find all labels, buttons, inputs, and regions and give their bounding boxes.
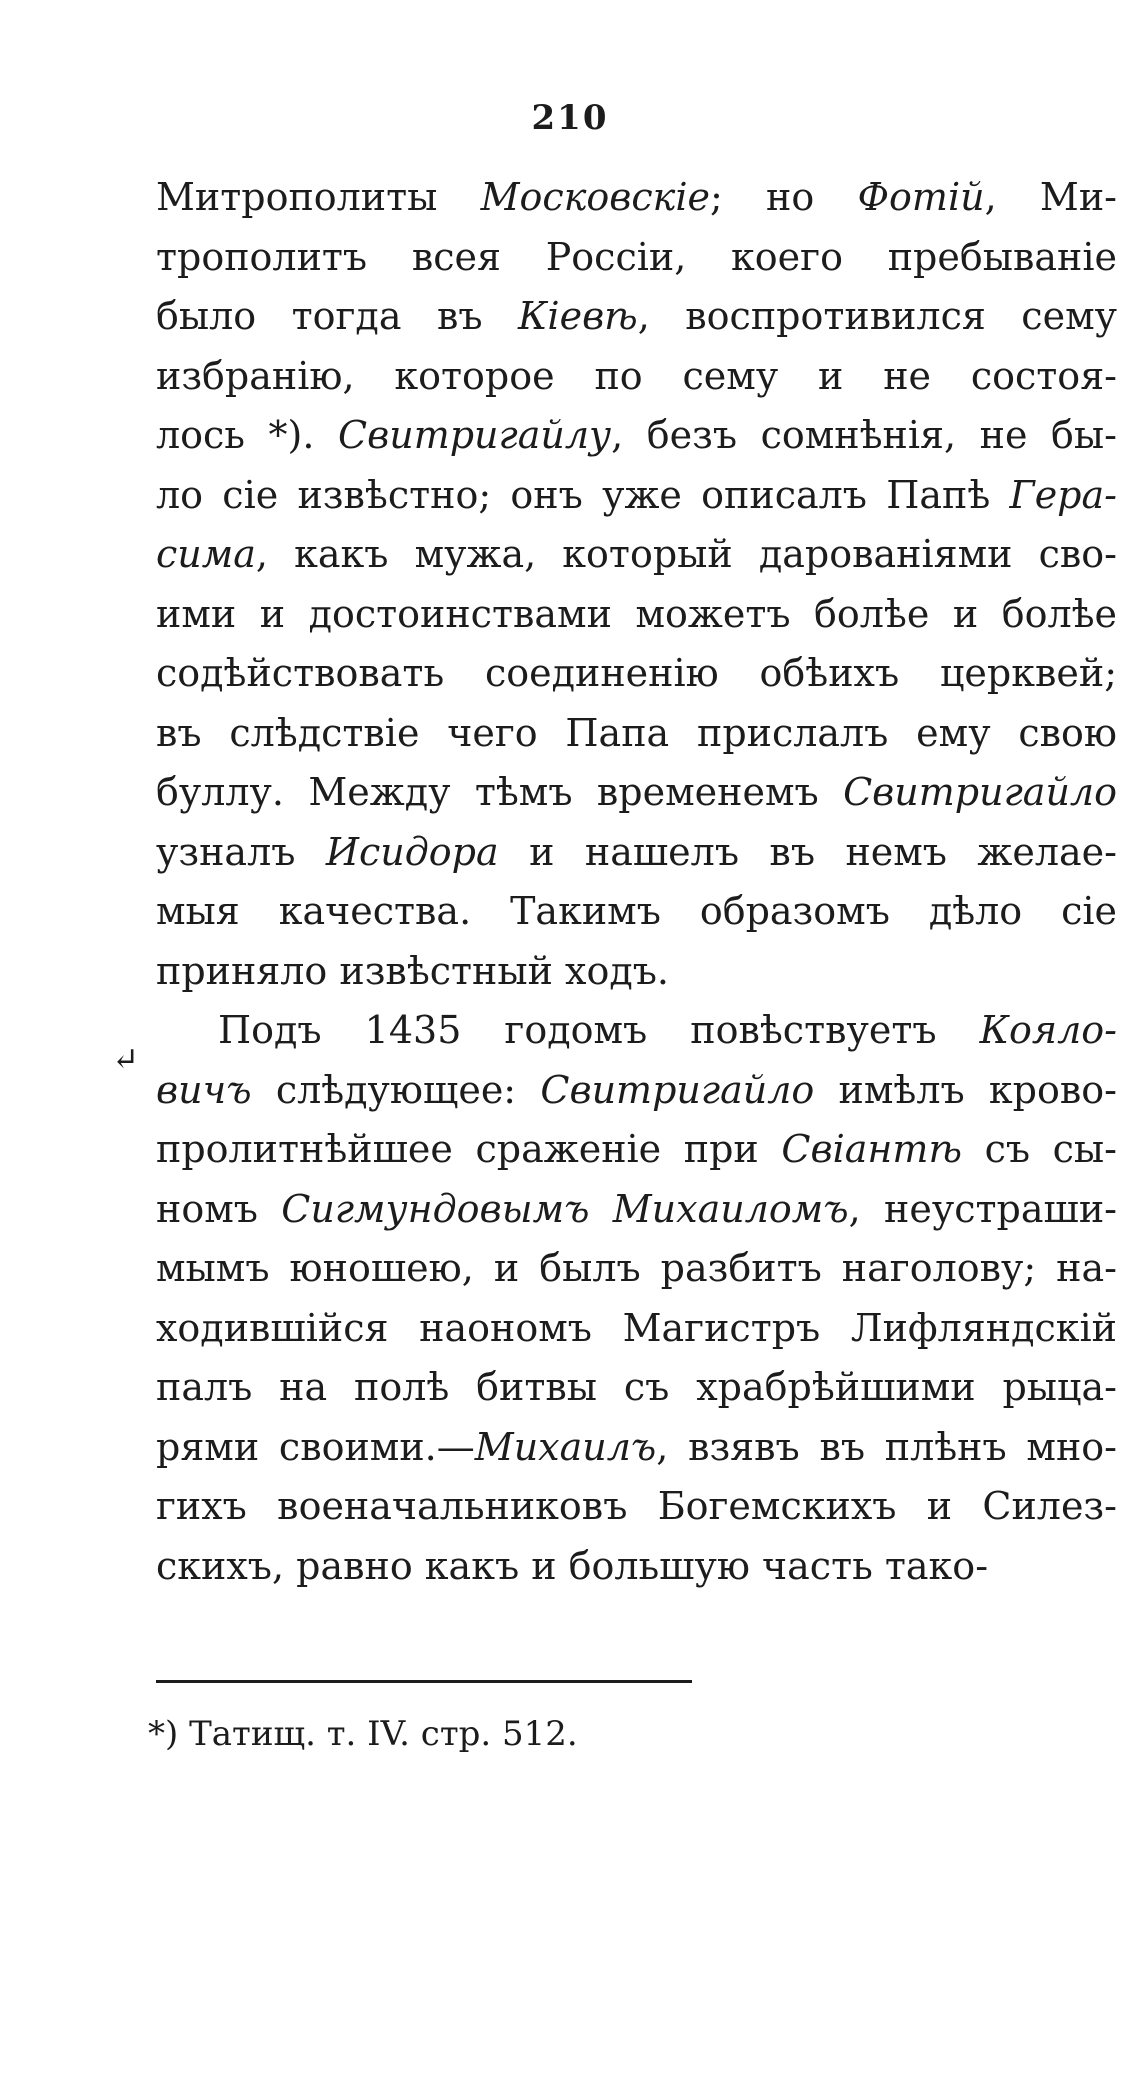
text-segment: мымъ юношею, и былъ разбитъ наголову; на-: [156, 1246, 1117, 1290]
text-line: [156, 1120, 1117, 1180]
text-line: [156, 287, 1117, 347]
text-segment: ло сіе извѣстно; онъ уже описалъ Папѣ: [156, 472, 1010, 517]
text-segment: слѣдующее:: [251, 1067, 541, 1112]
text-segment: ими и достоинствами можетъ болѣе и болѣе: [156, 591, 1117, 636]
text-segment: рями своими.—: [156, 1424, 475, 1469]
text-segment: лось *).: [156, 413, 339, 457]
italic-segment: Михаилъ: [474, 1424, 657, 1469]
text-segment: содѣйствовать соединенію обѣихъ церквей;: [156, 651, 1117, 695]
text-line: [156, 1239, 1117, 1299]
text-line: [156, 1180, 1117, 1240]
text-line: [156, 1477, 1117, 1537]
text-line: [156, 228, 1117, 288]
text-segment: буллу. Между тѣмъ временемъ: [156, 770, 844, 814]
text-line: [156, 585, 1117, 645]
text-line: [156, 763, 1117, 823]
italic-segment: Сигмундовымъ Михаиломъ: [281, 1186, 849, 1231]
text-segment: Подъ 1435 годомъ повѣствуетъ: [218, 1008, 980, 1052]
text-line: [156, 644, 1117, 704]
text-segment: Митрополиты: [156, 175, 481, 219]
text-line: [156, 168, 1117, 228]
text-segment: , взявъ въ плѣнъ мно-: [656, 1424, 1118, 1469]
italic-segment: Свитригайло: [540, 1067, 815, 1112]
text-segment: трополитъ всея Россіи, коего пребываніе: [156, 234, 1117, 279]
page-number: 210: [531, 98, 609, 138]
text-line: [156, 347, 1117, 407]
text-line: [156, 942, 1117, 1002]
italic-segment: Кояло-: [979, 1008, 1117, 1052]
text-segment: узналъ: [156, 829, 326, 874]
italic-segment: Фотій: [857, 175, 985, 219]
text-segment: ; но: [710, 175, 858, 219]
text-segment: пролитнѣйшее сраженіе при: [156, 1127, 782, 1171]
text-segment: , безъ сомнѣнія, не бы-: [611, 413, 1117, 457]
text-line: [156, 466, 1117, 526]
text-segment: въ слѣдствіе чего Папа прислалъ ему свою: [156, 710, 1117, 755]
footnote-rule: [156, 1680, 692, 1683]
text-segment: , неустраши-: [848, 1186, 1117, 1231]
text-line: [156, 1537, 1117, 1597]
text-line: [156, 1299, 1117, 1359]
text-segment: было тогда въ: [156, 294, 519, 338]
text-segment: , воспротивился сему: [637, 294, 1117, 338]
text-segment: приняло извѣстный ходъ.: [156, 948, 669, 993]
text-segment: номъ: [156, 1186, 282, 1231]
text-line: [156, 1358, 1117, 1418]
text-line: [156, 823, 1117, 883]
text-segment: и нашелъ въ немъ желае-: [498, 829, 1117, 874]
text-segment: скихъ, равно какъ и большую часть тако-: [156, 1543, 989, 1588]
body-text: [156, 168, 1117, 1596]
text-segment: , какъ мужа, который дарованіями сво-: [255, 532, 1117, 576]
text-segment: избранію, которое по сему и не состоя-: [156, 353, 1117, 398]
italic-segment: Московскіе: [480, 175, 711, 219]
footnote: *) Татищ. т. IV. стр. 512.: [148, 1714, 578, 1754]
italic-segment: Свіантѣ: [781, 1127, 962, 1171]
text-segment: , Ми-: [984, 175, 1118, 219]
italic-segment: вичъ: [156, 1067, 252, 1112]
text-segment: съ сы-: [961, 1127, 1118, 1171]
text-segment: гихъ военачальниковъ Богемскихъ и Силез-: [156, 1484, 1117, 1528]
text-line: [156, 882, 1117, 942]
text-segment: ходившійся наономъ Магистръ Лифляндскій: [156, 1305, 1117, 1350]
text-segment: имѣлъ крово-: [814, 1067, 1117, 1112]
italic-segment: Свитригайло: [843, 770, 1117, 814]
text-line: [156, 1001, 1117, 1061]
text-line: [156, 406, 1117, 466]
italic-segment: Свитригайлу: [338, 413, 612, 457]
margin-mark: ↵: [112, 1040, 139, 1078]
italic-segment: Гера-: [1009, 472, 1117, 517]
italic-segment: Кіевѣ: [518, 294, 638, 338]
text-segment: мыя качества. Такимъ образомъ дѣло сіе: [156, 889, 1117, 933]
text-line: [156, 1418, 1117, 1478]
italic-segment: сима: [156, 532, 256, 576]
text-segment: палъ на полѣ битвы съ храбрѣйшими рыца-: [156, 1365, 1117, 1409]
text-line: [156, 525, 1117, 585]
text-line: [156, 704, 1117, 764]
text-line: [156, 1061, 1117, 1121]
italic-segment: Исидора: [325, 829, 499, 874]
